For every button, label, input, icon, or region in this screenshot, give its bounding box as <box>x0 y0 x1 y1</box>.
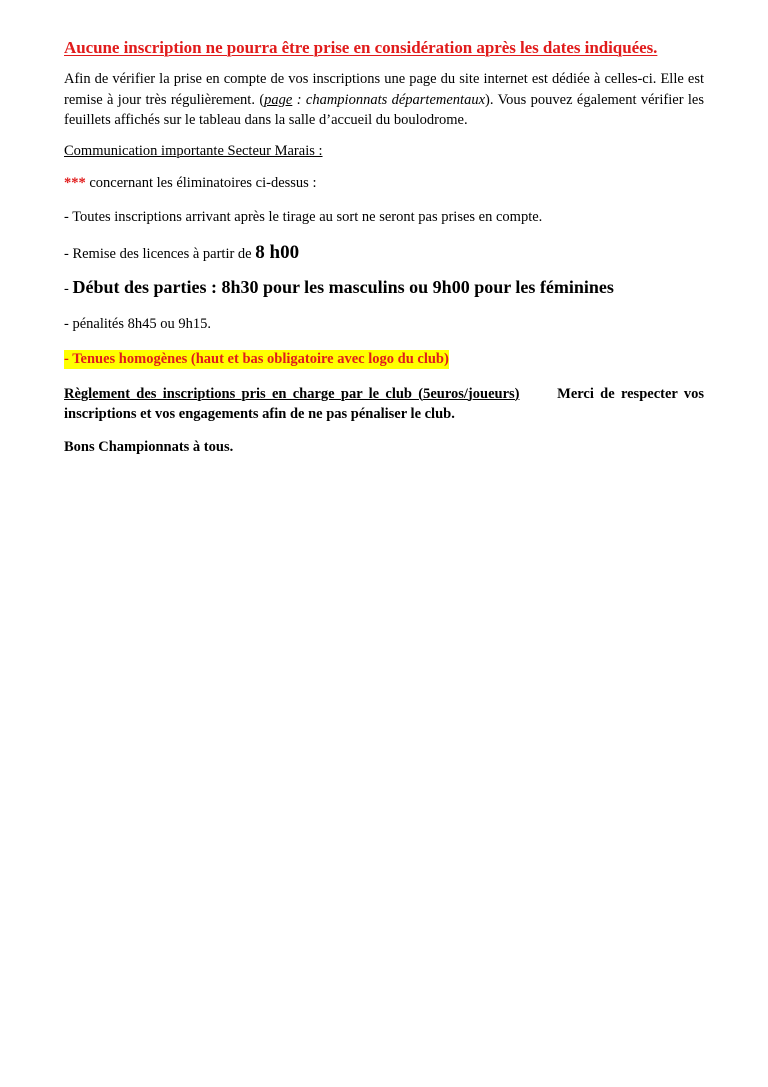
outfits-highlight: - Tenues homogènes (haut et bas obligatoire avec logo du club) <box>64 350 449 367</box>
document-page <box>64 38 708 457</box>
page-word: page <box>264 91 293 108</box>
fees-underlined: Règlement des inscriptions pris en charge par le club (5euros/joueurs) <box>64 385 520 402</box>
intro-text-before: Afin de vérifier la prise en compte de vos inscriptions une page du site internet est dédiée à celles-ci. Elle est remise à jour très régulièrement. ( <box>64 71 704 108</box>
licences-line <box>64 243 704 264</box>
asterisks-marker: *** <box>64 174 86 191</box>
intro-text-after: ). Vous pouvez également vérifier les feuillets affichés sur le tableau dans la salle d’accueil du boulodrome. <box>64 91 704 128</box>
concerning-text: concernant les éliminatoires ci-dessus : <box>85 174 317 191</box>
concerning-line <box>64 173 704 193</box>
closing-line: Bons Championnats à tous. <box>64 438 234 455</box>
licences-time: 8 h00 <box>255 241 300 263</box>
penalties-line: - pénalités 8h45 ou 9h15. <box>64 315 211 332</box>
website-page-reference <box>264 92 485 108</box>
deadline-warning-title: Aucune inscription ne pourra être prise en considération après les dates indiquées. <box>64 38 658 57</box>
licences-prefix: - Remise des licences à partir de <box>64 245 256 262</box>
start-prefix: - <box>64 280 73 297</box>
communication-heading: Communication importante Secteur Marais : <box>64 142 323 159</box>
start-time-line <box>64 277 704 299</box>
start-time-text: Début des parties : 8h30 pour les masculins ou 9h00 pour les féminines <box>72 276 614 297</box>
fees-rest: Merci de respecter vos inscriptions et vos engagements afin de ne pas pénaliser le club. <box>64 385 708 422</box>
intro-paragraph <box>64 69 704 131</box>
late-registration-rule: - Toutes inscriptions arrivant après le tirage au sort ne seront pas prises en compte. <box>64 208 543 225</box>
page-name: : championnats départementaux <box>292 91 486 108</box>
fees-paragraph <box>64 384 708 424</box>
outfits-line <box>64 349 704 369</box>
